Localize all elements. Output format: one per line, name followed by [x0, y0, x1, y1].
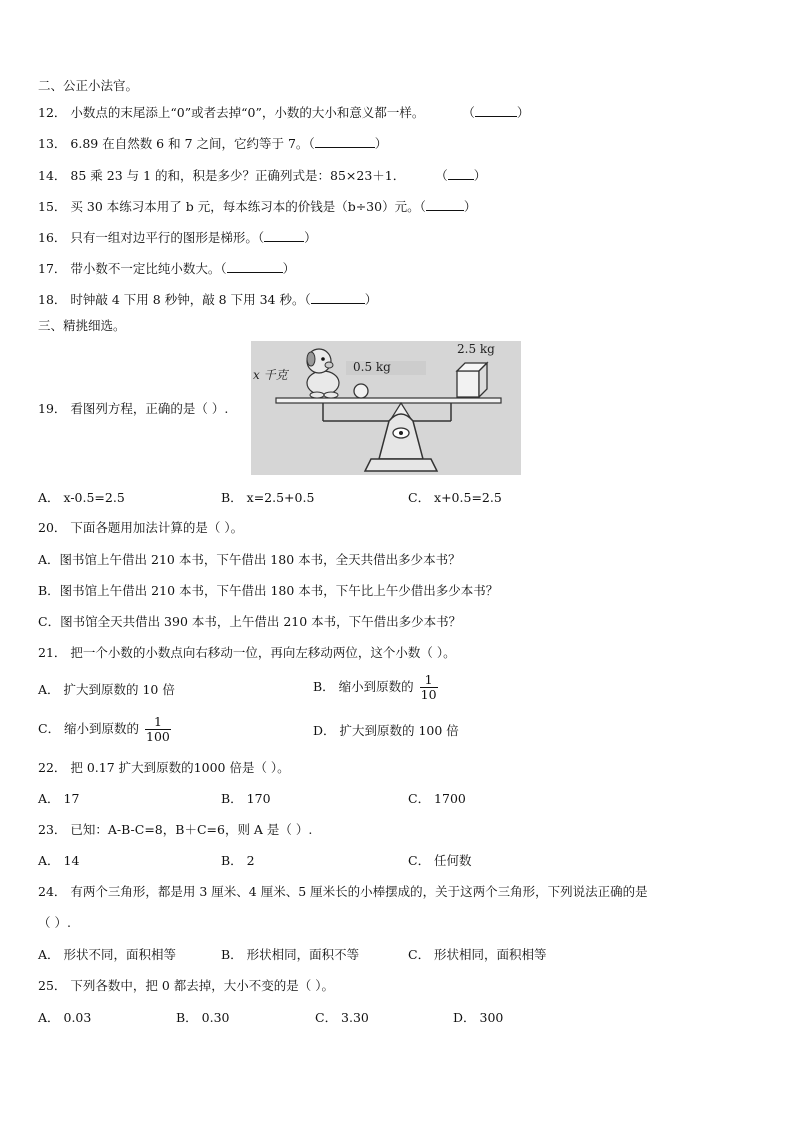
- scale-base: [365, 459, 437, 471]
- paren-close: ）: [304, 230, 317, 245]
- answer-blank[interactable]: [227, 260, 283, 273]
- question-16: [38, 229, 317, 246]
- option-text: C． 缩小到原数的: [38, 721, 140, 736]
- paren-open: （: [462, 105, 475, 120]
- q19-option-b[interactable]: B． x=2.5+0.5: [221, 490, 315, 505]
- paren-open: （: [220, 261, 227, 276]
- q21-option-a[interactable]: A． 扩大到原数的 10 倍: [38, 682, 175, 697]
- question-text: 小数点的末尾添上“0”或者去掉“0”，小数的大小和意义都一样。: [70, 105, 425, 120]
- q21-option-b[interactable]: [313, 672, 438, 702]
- answer-blank[interactable]: [264, 229, 304, 242]
- answer-blank[interactable]: [475, 104, 517, 117]
- question-22-stem: 22． 把 0.17 扩大到原数的1000 倍是（ ）。: [38, 760, 290, 775]
- dial-center: [399, 431, 403, 435]
- paren-open: （: [308, 136, 315, 151]
- cube-box-icon: [457, 363, 487, 397]
- denominator: 100: [146, 729, 170, 744]
- box-weight-label: 2.5 kg: [457, 342, 495, 356]
- q19-option-a[interactable]: A． x-0.5=2.5: [38, 490, 125, 505]
- question-18: [38, 291, 377, 308]
- paren-close: ）: [463, 199, 477, 214]
- q25-option-b[interactable]: B． 0.30: [176, 1010, 230, 1025]
- question-17: [38, 260, 295, 277]
- question-number: 16．: [38, 230, 67, 245]
- section-title-choice: 三、精挑细选。: [38, 318, 126, 333]
- x-kg-label: x 千克: [253, 368, 288, 382]
- paren-close: ）: [282, 261, 296, 276]
- q24-option-c[interactable]: C． 形状相同，面积相等: [408, 947, 547, 962]
- question-23-stem: 23． 已知：A-B-C=8，B＋C=6，则 A 是（ ）.: [38, 822, 313, 837]
- q20-option-b[interactable]: B．图书馆上午借出 210 本书，下午借出 180 本书，下午比上午少借出多少本书？: [38, 583, 499, 598]
- balance-beam: [276, 398, 501, 403]
- numerator: 1: [153, 714, 162, 729]
- answer-blank[interactable]: [315, 135, 375, 148]
- paren-open: （: [304, 292, 311, 307]
- question-13: [38, 135, 387, 152]
- question-15: [38, 198, 476, 215]
- q24-option-b[interactable]: B． 形状相同，面积不等: [221, 947, 360, 962]
- denominator: 10: [420, 687, 437, 702]
- q25-option-c[interactable]: C． 3.30: [315, 1010, 369, 1025]
- question-text: 只有一组对边平行的图形是梯形。: [70, 230, 258, 245]
- section-title-judge: 二、公正小法官。: [38, 78, 139, 93]
- q20-option-c[interactable]: C．图书馆全天共借出 390 本书，上午借出 210 本书，下午借出多少本书？: [38, 614, 462, 629]
- numerator: 1: [424, 672, 433, 687]
- question-12: [38, 104, 529, 121]
- paren-close: ）: [374, 136, 388, 151]
- paren-open: （: [257, 230, 265, 245]
- q22-option-a[interactable]: A． 17: [38, 791, 80, 806]
- q24-option-a[interactable]: A． 形状不同，面积相等: [38, 947, 177, 962]
- q22-option-b[interactable]: B． 170: [221, 791, 271, 806]
- q20-option-a[interactable]: A．图书馆上午借出 210 本书，下午借出 180 本书，全天共借出多少本书？: [38, 552, 461, 567]
- q25-option-d[interactable]: D． 300: [453, 1010, 504, 1025]
- ball-weight-label: 0.5 kg: [353, 360, 391, 374]
- answer-blank[interactable]: [311, 291, 365, 304]
- balance-scale-svg: [251, 341, 521, 475]
- question-number: 15．: [38, 199, 67, 214]
- q23-option-a[interactable]: A． 14: [38, 853, 80, 868]
- paren-close: ）: [516, 105, 530, 120]
- q25-option-a[interactable]: A． 0.03: [38, 1010, 92, 1025]
- fraction-one-hundredth: [145, 715, 171, 744]
- paren-close: ）: [364, 292, 378, 307]
- question-text: 85 乘 23 与 1 的和，积是多少？正确列式是：85×23＋1．: [70, 168, 406, 183]
- question-text: 买 30 本练习本用了 b 元，每本练习本的价钱是（b÷30）元。: [70, 199, 420, 214]
- question-24-stem: 24． 有两个三角形，都是用 3 厘米、4 厘米、5 厘米长的小棒摆成的，关于这两个三角形，下列说法正确的是: [38, 884, 648, 899]
- question-21-stem: 21． 把一个小数的小数点向右移动一位，再向左移动两位，这个小数（ ）。: [38, 645, 456, 660]
- q23-option-c[interactable]: C． 任何数: [408, 853, 472, 868]
- question-text: 6.89 在自然数 6 和 7 之间，它约等于 7。: [70, 136, 309, 151]
- q22-option-c[interactable]: C． 1700: [408, 791, 466, 806]
- answer-blank[interactable]: [426, 198, 464, 211]
- question-number: 18．: [38, 292, 67, 307]
- ball-icon: [354, 384, 368, 398]
- question-number: 13．: [38, 136, 67, 151]
- question-14: [38, 167, 486, 184]
- question-number: 17．: [38, 261, 67, 276]
- question-24-stem-cont: （ ）.: [38, 915, 71, 930]
- paren-close: ）: [473, 168, 487, 183]
- paren-open: （: [419, 199, 426, 214]
- question-19-stem: 19． 看图列方程，正确的是（ ）.: [38, 401, 229, 416]
- question-text: 带小数不一定比纯小数大。: [70, 261, 221, 276]
- q19-option-c[interactable]: C． x+0.5=2.5: [408, 490, 502, 505]
- question-number: 14．: [38, 168, 67, 183]
- answer-blank[interactable]: [448, 167, 474, 180]
- q21-option-d[interactable]: D． 扩大到原数的 100 倍: [313, 723, 459, 738]
- q23-option-b[interactable]: B． 2: [221, 853, 255, 868]
- fraction-one-tenth: [420, 673, 438, 702]
- question-25-stem: 25． 下列各数中，把 0 都去掉，大小不变的是（ ）。: [38, 978, 335, 993]
- option-text: B． 缩小到原数的: [313, 679, 414, 694]
- question-number: 12．: [38, 105, 67, 120]
- q21-option-c[interactable]: [38, 714, 171, 744]
- paren-open: （: [435, 168, 448, 183]
- question-20-stem: 20． 下面各题用加法计算的是（ ）。: [38, 520, 244, 535]
- question-text: 时钟敲 4 下用 8 秒钟，敲 8 下用 34 秒。: [70, 292, 305, 307]
- balance-scale-figure: [251, 341, 521, 475]
